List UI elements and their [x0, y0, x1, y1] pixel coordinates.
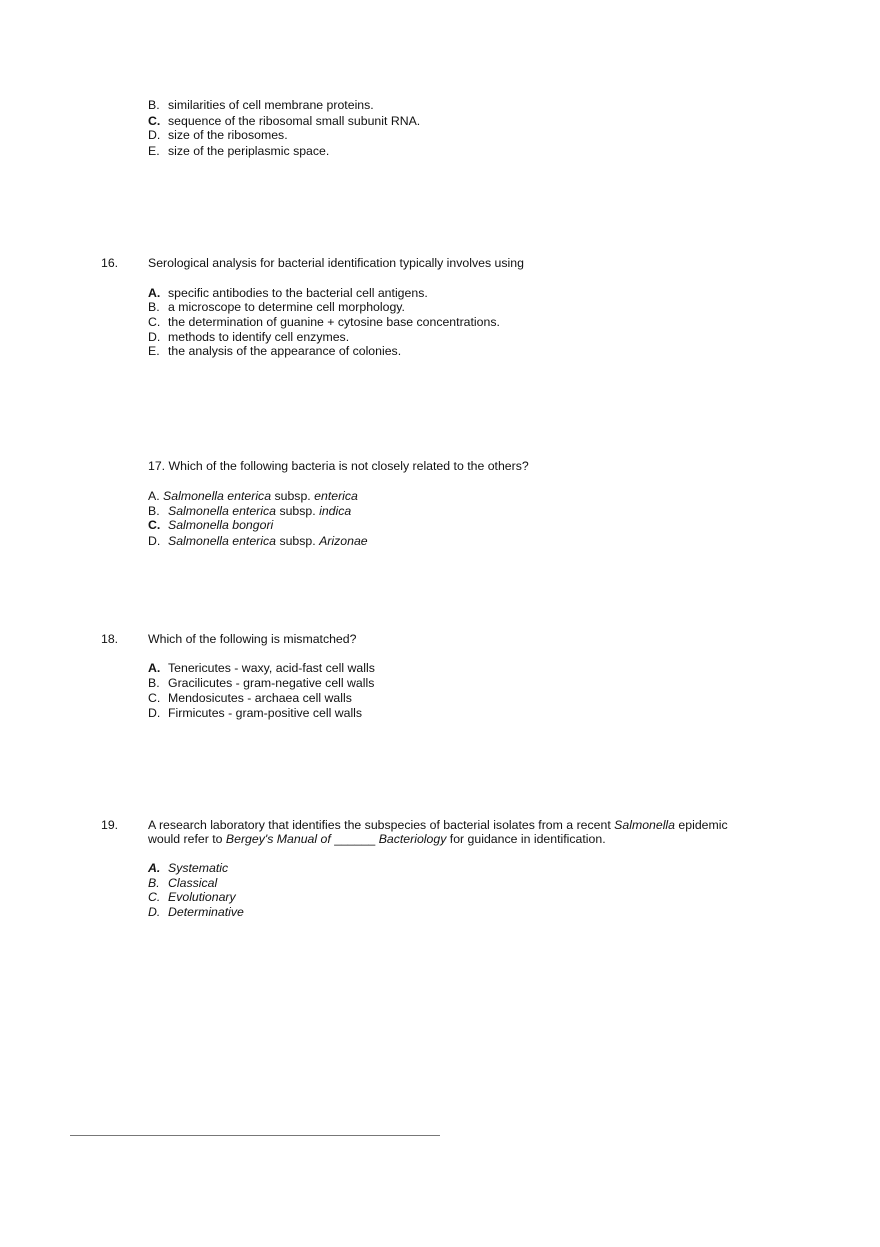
option-letter-correct: A. [148, 661, 161, 675]
q18-option-b [148, 676, 374, 691]
stem-text: for guidance in identification. [446, 832, 606, 846]
question-number: 19. [101, 818, 119, 832]
q15-option-d [148, 128, 288, 143]
option-genus: Salmonella enterica [168, 534, 277, 548]
stem-blank: ______ [330, 832, 379, 846]
option-subspecies: Arizonae [319, 534, 368, 548]
option-letter: E. [148, 144, 160, 158]
option-text: Systematic [168, 861, 229, 875]
option-letter: B. [148, 876, 160, 890]
question-stem-line-1 [148, 818, 728, 833]
option-text: Classical [168, 876, 218, 890]
option-text: methods to identify cell enzymes. [168, 330, 350, 344]
option-text: the determination of guanine + cytosine base concentrations. [168, 315, 500, 329]
option-letter-correct: C. [148, 518, 161, 532]
q15-option-e [148, 144, 329, 159]
option-text: Determinative [168, 905, 244, 919]
option-text: Mendosicutes - archaea cell walls [168, 691, 352, 705]
question-number: 16. [101, 256, 119, 270]
option-letter: E. [148, 344, 160, 358]
q19-option-b [148, 876, 217, 891]
question-stem-line-2 [148, 832, 606, 847]
stem-italic-genus: Salmonella [614, 818, 676, 832]
footer-divider [70, 1135, 440, 1136]
option-text: specific antibodies to the bacterial cell antigens. [168, 286, 428, 300]
stem-text: A research laboratory that identifies the subspecies of bacterial isolates from a recent [148, 818, 615, 832]
option-genus: Salmonella enterica [163, 489, 272, 503]
option-genus: Salmonella enterica [168, 504, 277, 518]
option-text: sequence of the ribosomal small subunit RNA. [168, 114, 421, 128]
q16-option-a [148, 286, 428, 301]
question-stem: Serological analysis for bacterial identification typically involves using [148, 256, 524, 270]
option-text: Firmicutes - gram-positive cell walls [168, 706, 363, 720]
option-subspecies: indica [319, 504, 352, 518]
q18-option-c [148, 691, 352, 706]
q15-option-b [148, 98, 374, 113]
q19-option-d [148, 905, 244, 920]
option-letter: D. [148, 128, 161, 142]
q16-option-c [148, 315, 500, 330]
option-text: size of the ribosomes. [168, 128, 288, 142]
option-letter: B. [148, 676, 160, 690]
option-letter-correct: C. [148, 114, 161, 128]
q16-option-b [148, 300, 405, 315]
option-letter: C. [148, 315, 161, 329]
option-subsp-label: subsp. [274, 489, 311, 503]
question-stem: 17. Which of the following bacteria is not closely related to the others? [148, 459, 529, 473]
option-letter-correct: A. [148, 861, 161, 875]
option-genus: Salmonella bongori [168, 518, 274, 532]
option-letter: A. [148, 489, 160, 503]
option-text: a microscope to determine cell morphology. [168, 300, 405, 314]
q18-option-a [148, 661, 375, 676]
option-letter-correct: A. [148, 286, 161, 300]
q18-option-d [148, 706, 362, 721]
option-text: similarities of cell membrane proteins. [168, 98, 374, 112]
option-subsp-label: subsp. [279, 504, 316, 518]
question-number: 18. [101, 632, 119, 646]
q16-option-d [148, 330, 349, 345]
option-letter: B. [148, 504, 160, 518]
option-subsp-label: subsp. [279, 534, 316, 548]
option-letter: C. [148, 890, 161, 904]
option-letter: D. [148, 706, 161, 720]
q17-option-b [148, 504, 351, 519]
option-text: size of the periplasmic space. [168, 144, 330, 158]
q19-option-c [148, 890, 236, 905]
option-text: the analysis of the appearance of colonies. [168, 344, 402, 358]
q17-option-c [148, 518, 273, 533]
option-letter: D. [148, 330, 161, 344]
q16-option-e [148, 344, 401, 359]
option-subspecies: enterica [314, 489, 358, 503]
option-text: Gracilicutes - gram-negative cell walls [168, 676, 375, 690]
q15-option-c [148, 114, 420, 129]
stem-text: epidemic [675, 818, 728, 832]
option-letter: B. [148, 98, 160, 112]
q17-option-a [148, 489, 358, 504]
option-text: Evolutionary [168, 890, 236, 904]
option-letter: C. [148, 691, 161, 705]
option-text: Tenericutes - waxy, acid-fast cell walls [168, 661, 375, 675]
question-stem: Which of the following is mismatched? [148, 632, 357, 646]
option-letter: D. [148, 534, 161, 548]
option-letter: B. [148, 300, 160, 314]
stem-italic-title: Bacteriology [378, 832, 447, 846]
stem-text: would refer to [148, 832, 226, 846]
q17-option-d [148, 534, 368, 549]
stem-italic-title: Bergey's Manual of [225, 832, 331, 846]
option-letter: D. [148, 905, 161, 919]
q19-option-a [148, 861, 228, 876]
